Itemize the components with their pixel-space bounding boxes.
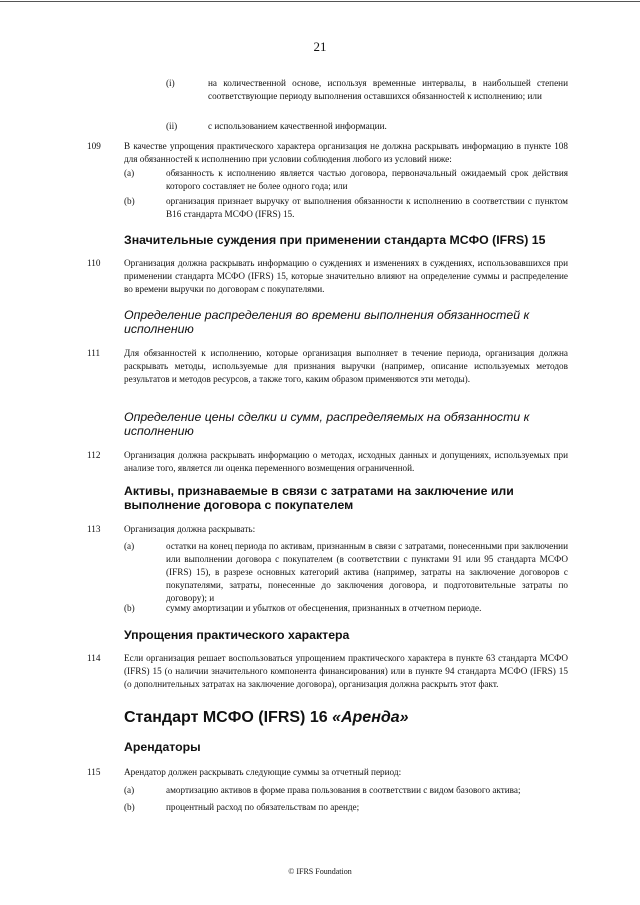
- paragraph-number: 112: [87, 450, 101, 460]
- list-item-text: организация признает выручку от выполнения обязанности к исполнению в соответствии с пунктом B16 стандарта МСФО (IFRS) 15.: [166, 196, 568, 220]
- page-number: 21: [313, 39, 327, 54]
- paragraph-number: 110: [87, 258, 101, 268]
- paragraph-number: 113: [87, 524, 101, 534]
- paragraph-number: 109: [87, 141, 101, 151]
- section-heading: Упрощения практического характера: [124, 628, 350, 642]
- paragraph-number: 115: [87, 767, 101, 777]
- list-item-text: с использованием качественной информации.: [208, 121, 387, 131]
- item-label: (i): [166, 78, 175, 88]
- item-label: (b): [124, 196, 135, 206]
- item-label: (a): [124, 785, 135, 795]
- item-label: (a): [124, 168, 135, 178]
- paragraph-text: В качестве упрощения практического характера организация не должна раскрывать информацию в пункте 108 для обязанностей к исполнению при условии соблюдения любого из условий ниже:: [124, 141, 568, 165]
- top-rule: [0, 1, 640, 2]
- item-label: (ii): [166, 121, 178, 131]
- standard-heading: [124, 709, 568, 727]
- paragraph-number: 114: [87, 653, 101, 663]
- paragraph-text: Организация должна раскрывать:: [124, 524, 256, 534]
- list-item-text: сумму амортизации и убытков от обесценения, признанных в отчетном периоде.: [166, 603, 482, 613]
- section-heading: Активы, признаваемые в связи с затратами на заключение или выполнение договора с покупателем: [124, 484, 514, 512]
- item-label: (b): [124, 603, 135, 613]
- paragraph-text: Арендатор должен раскрывать следующие суммы за отчетный период:: [124, 767, 402, 777]
- list-item-text: процентный расход по обязательствам по аренде;: [166, 802, 360, 812]
- subsection-heading: Определение распределения во времени выполнения обязанностей к исполнению: [124, 308, 530, 336]
- list-item-text: на количественной основе, используя временные интервалы, в наибольшей степени соответствующие периоду выполнения оставшихся обязанностей к исполнению; или: [208, 78, 568, 102]
- list-item-text: обязанность к исполнению является частью договора, первоначальный ожидаемый срок действия которого составляет не более одного года; или: [166, 168, 568, 192]
- paragraph-text: Организация должна раскрывать информацию о методах, исходных данных и допущениях, используемых при анализе того, является ли оценка переменного возмещения ограниченной.: [124, 450, 568, 474]
- section-heading: Арендаторы: [124, 740, 201, 754]
- item-label: (a): [124, 541, 135, 551]
- paragraph-text: Организация должна раскрывать информацию о суждениях и изменениях в суждениях, использовавшихся при применении стандарта МСФО (IFRS) 15, которые значительно влияют на определение суммы и распределение во времени выручки по договорам с покупателями.: [124, 258, 568, 295]
- list-item-text: амортизацию активов в форме права пользования в соответствии с видом базового актива;: [166, 785, 521, 795]
- page-footer: © IFRS Foundation: [288, 867, 352, 876]
- standard-heading-title: Стандарт МСФО (IFRS) 16: [124, 709, 333, 726]
- subsection-heading: Определение цены сделки и сумм, распределяемых на обязанности к исполнению: [124, 410, 530, 438]
- paragraph-text: Для обязанностей к исполнению, которые организация выполняет в течение периода, организация должна раскрывать методы, используемые для признания выручки (например, описание используемых методов результатов и методов ресурсов, а также того, каким образом применяются эти методы).: [124, 348, 568, 385]
- list-item-text: остатки на конец периода по активам, признанным в связи с затратами, понесенными при заключении или выполнении договора с покупателем (в соответствии с пунктами 91 или 95 стандарта МСФО (IFRS) 15), в разрезе основных категорий актива (например, затраты на заключение договоров с покупателями, затраты, понесенные до заключения договора, и подготовительные затраты по договору); и: [166, 541, 568, 604]
- item-label: (b): [124, 802, 135, 812]
- standard-heading-name: «Аренда»: [332, 709, 409, 726]
- paragraph-text: Если организация решает воспользоваться упрощением практического характера в пункте 63 стандарта МСФО (IFRS) 15 (о наличии значительного компонента финансирования) или в пункте 94 стандарта МСФО (IFRS) 15 (о дополнительных затратах на заключение договора), организация должна раскрыть этот факт.: [124, 653, 568, 690]
- section-heading: Значительные суждения при применении стандарта МСФО (IFRS) 15: [124, 233, 546, 247]
- paragraph-number: 111: [87, 348, 101, 358]
